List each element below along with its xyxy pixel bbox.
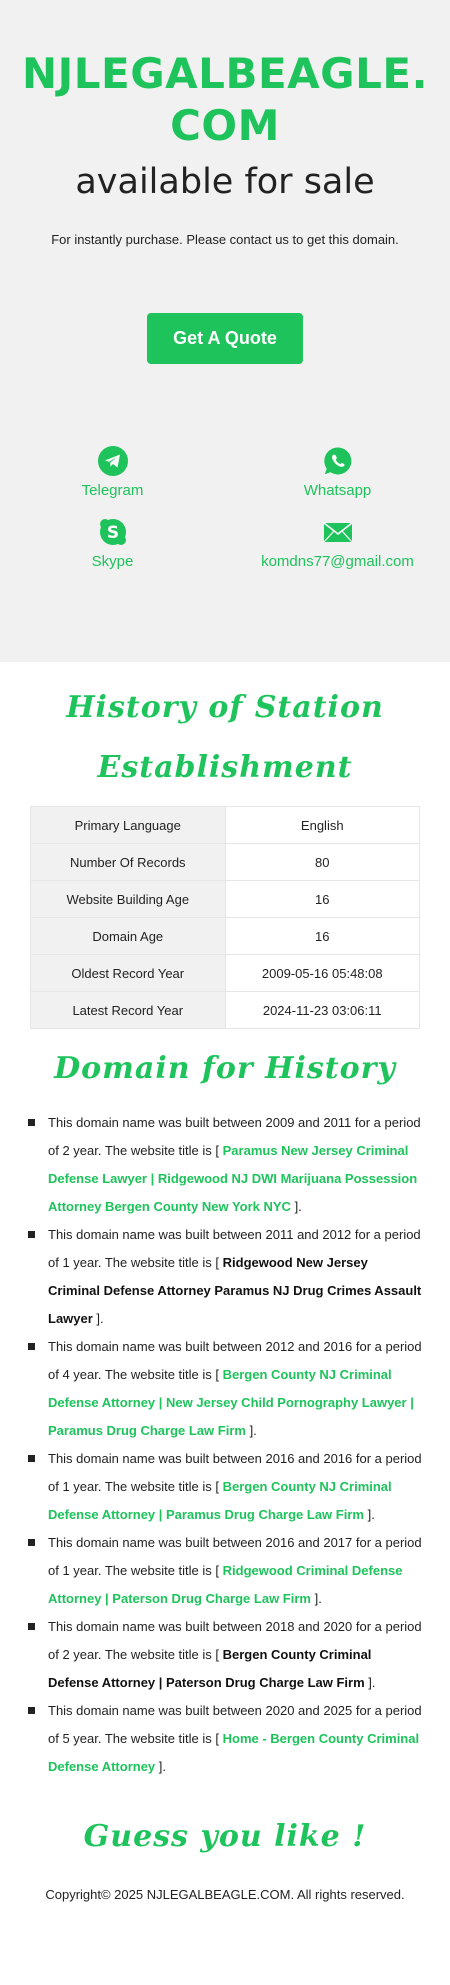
list-item [48, 1697, 422, 1781]
contact-label: komdns77@gmail.com [261, 553, 414, 570]
contact-label: Telegram [81, 482, 144, 499]
contact-grid [0, 446, 450, 570]
record-value: 80 [225, 844, 420, 881]
purchase-text: For instantly purchase. Please contact us to get this domain. [51, 232, 399, 247]
table-row [31, 992, 420, 1029]
contact-whatsapp[interactable] [225, 446, 450, 499]
table-row [31, 807, 420, 844]
record-label: Latest Record Year [31, 992, 226, 1029]
svg-text:S: S [106, 523, 119, 543]
record-value: 16 [225, 918, 420, 955]
history-end: ]. [155, 1759, 166, 1774]
history-text: This domain name was built between 2009 and 2011 for a period of 2 year. The website title is [ [48, 1115, 421, 1158]
history-list [0, 1099, 450, 1781]
contact-telegram[interactable] [0, 446, 225, 499]
contact-label: Skype [91, 553, 134, 570]
table-row [31, 881, 420, 918]
history-end: ]. [364, 1675, 376, 1690]
history-end: ]. [310, 1591, 322, 1606]
list-item [48, 1333, 422, 1445]
history-site-title: Bergen County Criminal Defense Attorney | Paterson Drug Charge Law Firm [48, 1647, 372, 1690]
history-text: This domain name was built between 2016 and 2017 for a period of 1 year. The website title is [ [48, 1535, 422, 1578]
history-site-title[interactable]: Ridgewood Criminal Defense Attorney | Paterson Drug Charge Law Firm [48, 1563, 403, 1606]
list-item [48, 1529, 422, 1613]
list-item [48, 1445, 422, 1529]
record-value: 2024-11-23 03:06:11 [225, 992, 420, 1029]
table-row [31, 955, 420, 992]
record-value: English [225, 807, 420, 844]
record-value: 16 [225, 881, 420, 918]
record-label: Number Of Records [31, 844, 226, 881]
history-text: This domain name was built between 2018 and 2020 for a period of 2 year. The website title is [ [48, 1619, 422, 1662]
history-site-title[interactable]: Bergen County NJ Criminal Defense Attorney | New Jersey Child Pornography Lawyer | Paramus Drug Charge Law Firm [48, 1367, 414, 1438]
contact-skype[interactable] [0, 517, 225, 570]
history-end: ]. [363, 1507, 375, 1522]
footer-copyright: Copyright© 2025 NJLEGALBEAGLE.COM. All rights reserved. [45, 1887, 405, 1902]
history-site-title[interactable]: Paramus New Jersey Criminal Defense Lawyer | Ridgewood NJ DWI Marijuana Possession Attorney Bergen County New York NYC [48, 1143, 418, 1214]
history-text: This domain name was built between 2016 and 2016 for a period of 1 year. The website title is [ [48, 1451, 422, 1494]
table-row [31, 844, 420, 881]
telegram-icon [98, 446, 128, 476]
contact-label: Whatsapp [303, 482, 372, 499]
record-label: Website Building Age [31, 881, 226, 918]
contact-email[interactable] [225, 517, 450, 570]
list-item [48, 1613, 422, 1697]
history-text: This domain name was built between 2011 and 2012 for a period of 1 year. The website title is [ [48, 1227, 421, 1270]
table-row [31, 918, 420, 955]
record-label: Domain Age [31, 918, 226, 955]
get-quote-button[interactable]: Get A Quote [147, 313, 303, 364]
list-item [48, 1221, 422, 1333]
history-site-title: Ridgewood New Jersey Criminal Defense Attorney Paramus NJ Drug Crimes Assault Lawyer [48, 1255, 422, 1326]
domain-name: NJLEGALBEAGLE.COM [21, 49, 429, 150]
list-item [48, 1109, 422, 1221]
sale-heading: available for sale [75, 162, 375, 202]
skype-icon [98, 517, 128, 547]
hero-section [0, 0, 450, 662]
history-text: This domain name was built between 2020 and 2025 for a period of 5 year. The website title is [ [48, 1703, 422, 1746]
history-end: ]. [290, 1199, 302, 1214]
records-table [30, 806, 420, 1029]
record-label: Primary Language [31, 807, 226, 844]
history-end: ]. [92, 1311, 104, 1326]
guess-title: Guess you like ! [83, 1819, 367, 1854]
history-site-title[interactable]: Bergen County NJ Criminal Defense Attorney | Paramus Drug Charge Law Firm [48, 1479, 392, 1522]
domain-history-title: Domain for History [54, 1051, 396, 1086]
whatsapp-icon [323, 446, 353, 476]
history-text: This domain name was built between 2012 and 2016 for a period of 4 year. The website title is [ [48, 1339, 422, 1382]
history-site-title[interactable]: Home - Bergen County Criminal Defense Attorney [48, 1731, 420, 1774]
history-end: ]. [245, 1423, 257, 1438]
email-icon [323, 517, 353, 547]
record-value: 2009-05-16 05:48:08 [225, 955, 420, 992]
record-label: Oldest Record Year [31, 955, 226, 992]
history-title: History of Station Establishment [66, 690, 384, 785]
